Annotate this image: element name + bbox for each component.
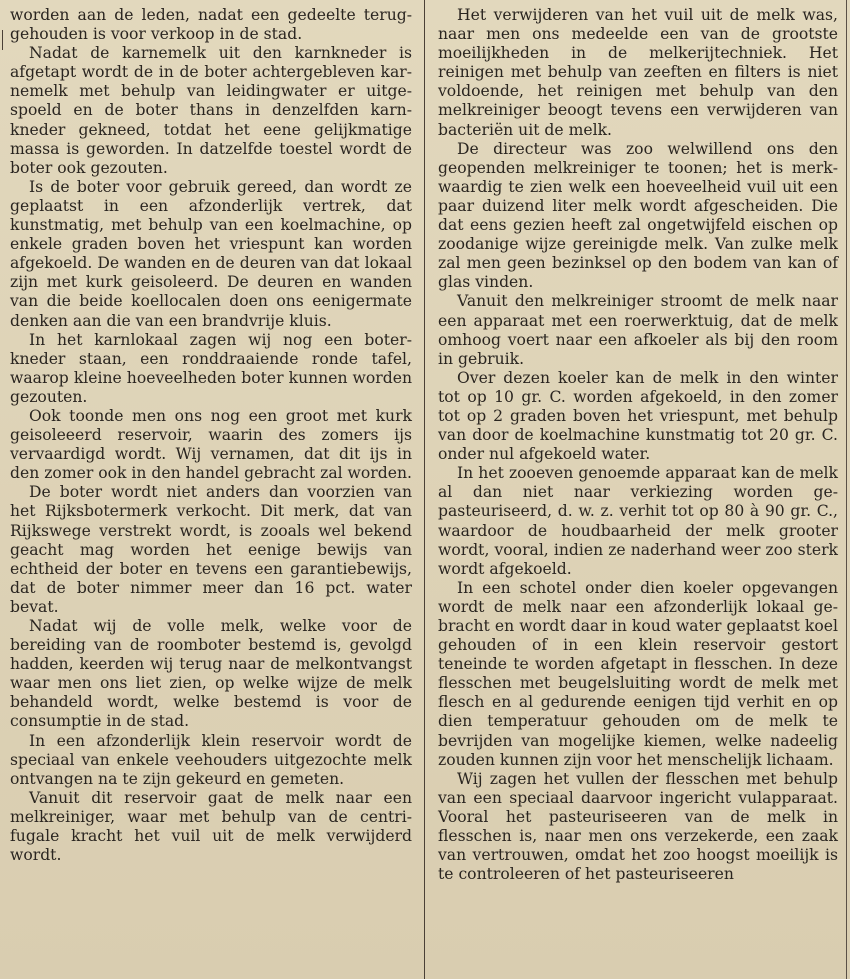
paragraph: Nadat wij de volle melk, welke voor de bereiding van de roomboter bestemd is, gevolgd hadden, keerden wij terug naar de melkontvangst waar men ons liet zien, op welke wijze de melk behandeld wordt, welke bestemd is voor de consumptie in de stad.	[10, 617, 412, 731]
paragraph: In een afzonderlijk klein reservoir wordt de speciaal van enkele veehouders uitgezochte melk ontvangen na te zijn gekeurd en gemeten.	[10, 731, 412, 788]
page-edge-mark	[2, 30, 3, 50]
right-column	[438, 6, 838, 884]
paragraph: In een schotel onder dien koeler opgevangen wordt de melk naar een afzonderlijk lokaal gebracht en wordt daar in koud water geplaatst koel gehouden of in een klein reservoir gestort teneinde te worden afgetapt in flesschen. In deze flesschen met beugelsluiting wordt de melk met flesch en al gedurende eenigen tijd verhit en op dien temperatuur gehouden om de melk te bevrijden van mogelijke kiemen, welke nadeelig zouden kunnen zijn voor het menschelijk lichaam.	[438, 578, 838, 769]
paragraph: Het verwijderen van het vuil uit de melk was, naar men ons medeelde een van de grootste moeilijkheden in de melkerijtechniek. Het reinigen met behulp van zeeften en filters is niet voldoende, het reinigen met behulp van den melkreiniger beoogt tevens een verwijderen van bacteriën uit de melk.	[438, 6, 838, 139]
paragraph: De directeur was zoo welwillend ons den geopenden melkreiniger te toonen; het is merkwaardig te zien welk een hoeveelheid vuil uit een paar duizend liter melk wordt afgescheiden. Die dat eens gezien heeft zal ongetwijfeld eischen op zoodanige wijze gereinigde melk. Van zulke melk zal men geen bezinksel op den bodem van kan of glas vinden.	[438, 139, 838, 292]
page-right-edge	[846, 0, 847, 979]
paragraph: Nadat de karnemelk uit den karnkneder is afgetapt wordt de in de boter achtergebleven karnemelk met behulp van leidingwater er uitgespoeld en de boter thans in denzelfden karnkneder gekneed, totdat het eene gelijkmatige massa is geworden. In datzelfde toestel wordt de boter ook gezouten.	[10, 44, 412, 177]
column-divider	[424, 0, 425, 979]
paragraph: In het karnlokaal zagen wij nog een boterkneder staan, een ronddraaiende ronde tafel, waarop kleine hoeveelheden boter kunnen worden gezouten.	[10, 330, 412, 406]
paragraph: Ook toonde men ons nog een groot met kurk geisoleeerd reservoir, waarin des zomers ijs vervaardigd wordt. Wij vernamen, dat dit ijs in den zomer ook in den handel gebracht zal worden.	[10, 406, 412, 483]
paragraph: Over dezen koeler kan de melk in den winter tot op 10 gr. C. worden afgekoeld, in den zomer tot op 2 graden boven het vriespunt, met behulp van door de koelmachine kunstmatig tot 20 gr. C. onder nul afgekoeld water.	[438, 368, 838, 464]
paragraph: Vanuit den melkreiniger stroomt de melk naar een apparaat met een roerwerktuig, dat de melk omhoog voert naar een afkoeler als bij den room in gebruik.	[438, 292, 838, 368]
paragraph: worden aan de leden, nadat een gedeelte teruggehouden is voor verkoop in de stad.	[10, 6, 412, 44]
paragraph: In het zooeven genoemde apparaat kan de melk al dan niet naar verkiezing worden gepasteuriseerd, d. w. z. verhit tot op 80 à 90 gr. C., waardoor de houdbaarheid der melk grooter wordt, vooral, indien ze naderhand weer zoo sterk wordt afgekoeld.	[438, 464, 838, 578]
paragraph: Wij zagen het vullen der flesschen met behulp van een speciaal daarvoor ingericht vulapparaat. Vooral het pasteuriseeren van de melk in flesschen is, naar men ons verzekerde, een zaak van vertrouwen, omdat het zoo hoogst moeilijk is te controleeren of het pasteuriseeren	[438, 769, 838, 884]
paragraph: Vanuit dit reservoir gaat de melk naar een melkreiniger, waar met behulp van de centrifugale kracht het vuil uit de melk verwijderd wordt.	[10, 788, 412, 865]
paragraph: De boter wordt niet anders dan voorzien van het Rijksbotermerk verkocht. Dit merk, dat van Rijkswege verstrekt wordt, is zooals wel bekend geacht mag worden het eenige bewijs van echtheid der boter en tevens een garantiebewijs, dat de boter nimmer meer dan 16 pct. water bevat.	[10, 483, 412, 616]
paragraph: Is de boter voor gebruik gereed, dan wordt ze geplaatst in een afzonderlijk vertrek, dat kunstmatig, met behulp van een koelmachine, op enkele graden boven het vriespunt kan worden afgekoeld. De wanden en de deuren van dat lokaal zijn met kurk geisoleerd. De deuren en wanden van die beide koellocalen doen ons eenigermate denken aan die van een brandvrije kluis.	[10, 177, 412, 330]
left-column	[10, 6, 412, 865]
